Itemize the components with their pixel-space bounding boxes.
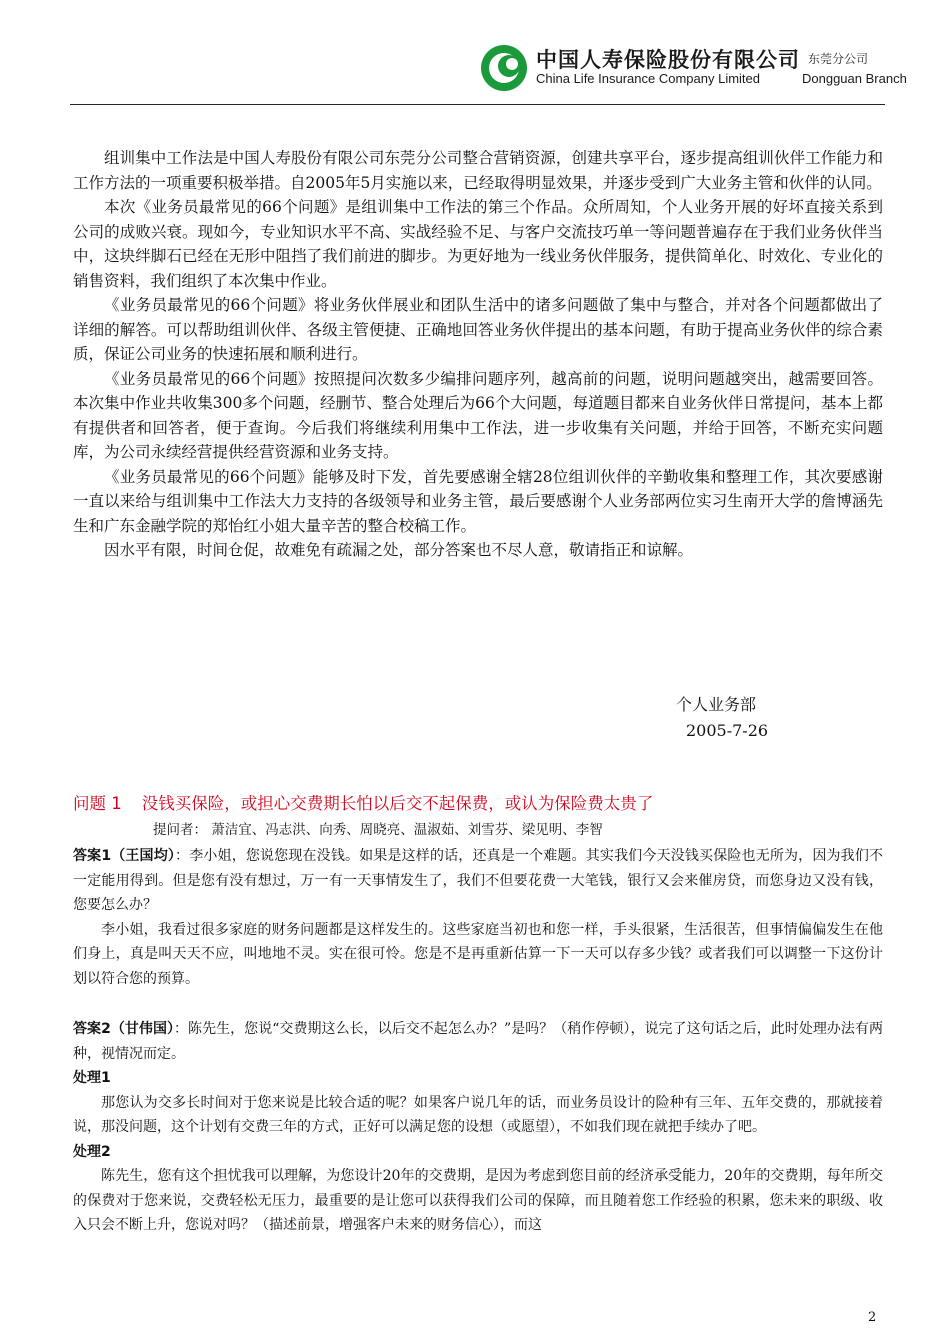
answer-1-label: 答案1（王国均）	[73, 848, 176, 864]
answer-2-label: 答案2（甘伟国）	[73, 1021, 175, 1037]
handle-2-label: 处理2	[73, 1143, 111, 1160]
question-text: 没钱买保险，或担心交费期长怕以后交不起保费，或认为保险费太贵了	[141, 794, 654, 813]
signature-block	[676, 692, 876, 744]
company-name-cn: 中国人寿保险股份有限公司	[536, 48, 800, 72]
question-title	[73, 790, 883, 814]
page-header	[70, 38, 907, 105]
preface-paragraph: 组训集中工作法是中国人寿股份有限公司东莞分公司整合营销资源，创建共享平台，逐步提高组训伙伴工作能力和工作方法的一项重要积极举措。自2005年5月实施以来，已经取得明显效果，并逐步受到广大业务主管和伙伴的认同。	[73, 149, 883, 192]
handle-1-label: 处理1	[73, 1070, 111, 1086]
preface-paragraph: 《业务员最常见的66个问题》能够及时下发，首先要感谢全辖28位组训伙伴的辛勤收集和整理工作，其次要感谢一直以来给与组训集中工作法大力支持的各级领导和业务主管，最后要感谢个人业务部两位实习生南开大学的詹博涵先生和广东金融学院的郑怡红小姐大量辛苦的整合校稿工作。	[73, 467, 883, 535]
answer-1	[73, 844, 883, 991]
answer-2-text: ：陈先生，您说“交费期这么长，以后交不起怎么办？”是吗？（稍作停顿），说完了这句话之后，此时处理办法有两种，视情况而定。	[73, 1021, 884, 1062]
answer-1-text: ：李小姐，您说您现在没钱。如果是这样的话，还真是一个难题。其实我们今天没钱买保险也无所为，因为我们不一定能用得到。但是您有没有想过，万一有一天事情发生了，我们不但要花费一大笔钱，银行又会来催房贷，而您身边又没有钱，您要怎么办？	[73, 848, 883, 913]
signature-dept: 个人业务部	[676, 695, 757, 714]
branch-name-en: Dongguan Branch	[802, 71, 907, 86]
preface-paragraph: 《业务员最常见的66个问题》按照提问次数多少编排问题序列，越高前的问题，说明问题越突出，越需要回答。本次集中作业共收集300多个问题，经删节、整合处理后为66个大问题，每道题目都来自业务伙伴日常提问，基本上都有提供者和回答者，便于查询。今后我们将继续利用集中工作法，进一步收集有关问题，并给于回答，不断充实问题库，为公司永续经营提供经营资源和业务支持。	[73, 369, 883, 461]
signature-date: 2005-7-26	[686, 721, 769, 740]
question-askers: 提问者： 萧洁宜、冯志洪、向秀、周晓亮、温淑茹、刘雪芬、梁见明、李智	[153, 822, 603, 838]
preface-paragraph: 本次《业务员最常见的66个问题》是组训集中工作法的第三个作品。众所周知，个人业务开展的好坏直接关系到公司的成败兴衰。现如今，专业知识水平不高、实战经验不足、与客户交流技巧单一等问题普遍存在于我们业务伙伴当中，这块绊脚石已经在无形中阻挡了我们前进的脚步。为更好地为一线业务伙伴服务，提供简单化、时效化、专业化的销售资料，我们组织了本次集中作业。	[73, 198, 883, 290]
preface-paragraph: 《业务员最常见的66个问题》将业务伙伴展业和团队生活中的诸多问题做了集中与整合，并对各个问题都做出了详细的解答。可以帮助组训伙伴、各级主管便捷、正确地回答业务伙伴提出的基本问题，有助于提高业务伙伴的综合素质，保证公司业务的快速拓展和顺利进行。	[73, 296, 883, 363]
handle-1-text: 那您认为交多长时间对于您来说是比较合适的呢？如果客户说几年的话，而业务员设计的险种有三年、五年交费的，那就接着说，那没问题，这个计划有交费三年的方式，正好可以满足您的设想（或愿望），不如我们现在就把手续办了吧。	[73, 1094, 883, 1135]
branch-name-cn: 东莞分公司	[808, 52, 869, 66]
preface-paragraph: 因水平有限，时间仓促，故难免有疏漏之处，部分答案也不尽人意，敬请指正和谅解。	[104, 541, 694, 559]
handle-2-text: 陈先生，您有这个担忧我可以理解，为您设计20年的交费期，是因为考虑到您目前的经济承受能力，20年的交费期，每年所交的保费对于您来说，交费轻松无压力，最重要的是让您可以获得我们公司的保障，而且随着您工作经验的积累，您未来的职级、收入只会不断上升，您说对吗？（描述前景，增强客户未来的财务信心），而这	[73, 1168, 883, 1233]
preface	[73, 146, 883, 563]
company-name-en: China Life Insurance Company Limited	[536, 71, 761, 86]
answer-1-paragraph-2: 李小姐，我看过很多家庭的财务问题都是这样发生的。这些家庭当初也和您一样，手头很紧，生活很苦，但事情偏偏发生在他们身上，真是叫天天不应，叫地地不灵。实在很可怜。您是不是再重新估算一下一天可以存多少钱？或者我们可以调整一下这份计划以符合您的预算。	[73, 921, 883, 987]
china-life-logo-icon	[478, 42, 530, 94]
answer-2	[73, 1017, 883, 1238]
question-number: 问题 1	[73, 794, 122, 813]
page-number: 2	[868, 1310, 877, 1325]
